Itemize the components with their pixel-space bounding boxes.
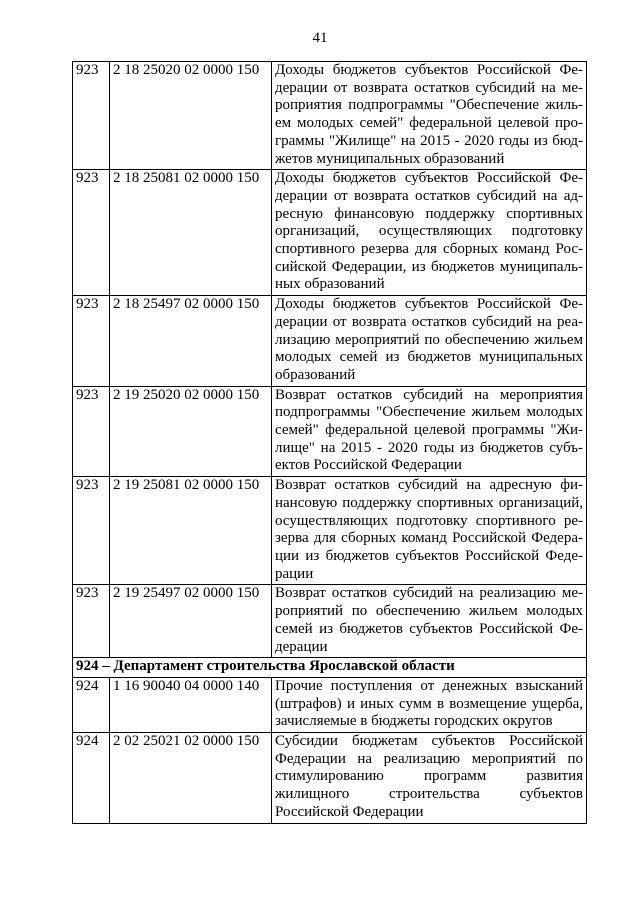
table-row: [73, 677, 587, 732]
admin-code-cell: 923: [73, 62, 110, 170]
table-row: [73, 386, 587, 477]
description-cell: Доходы бюджетов субъектов Российской Федерации от возврата остатков субсидий на адресную финансовую поддержку спортивных организаций, осуществляющих подготовку спортивного резерва для сборных команд Российской Федерации, из бюджетов муниципальных образований: [272, 170, 587, 296]
budget-code-cell: 2 18 25497 02 0000 150: [110, 296, 272, 387]
admin-code-cell: 924: [73, 733, 110, 824]
admin-code-cell: 924: [73, 677, 110, 732]
admin-code-cell: 923: [73, 477, 110, 585]
description-cell: Доходы бюджетов субъектов Российской Федерации от возврата остатков субсидий на мероприятия подпрограммы "Обеспечение жильем молодых семей" федеральной целевой программы "Жилище" на 2015 - 2020 годы из бюджетов муниципальных образований: [272, 62, 587, 170]
budget-code-cell: 2 18 25081 02 0000 150: [110, 170, 272, 296]
budget-code-cell: 2 19 25497 02 0000 150: [110, 585, 272, 658]
table-row: [73, 477, 587, 585]
budget-classification-table: [72, 61, 587, 824]
admin-code-cell: 923: [73, 296, 110, 387]
description-cell: Возврат остатков субсидий на мероприятия подпрограммы "Обеспечение жильем молодых семей" федеральной целевой программы "Жилище" на 2015 - 2020 годы из бюджетов субъектов Российской Федерации: [272, 386, 587, 477]
description-cell: Доходы бюджетов субъектов Российской Федерации от возврата остатков субсидий на реализацию мероприятий по обеспечению жильем молодых семей из бюджетов муниципальных образований: [272, 296, 587, 387]
description-cell: Субсидии бюджетам субъектов Российской Федерации на реализацию мероприятий по стимулированию программ развития жилищного строительства субъектов Российской Федерации: [272, 733, 587, 824]
budget-code-cell: 2 19 25020 02 0000 150: [110, 386, 272, 477]
section-heading: 924 – Департамент строительства Ярославской области: [73, 658, 587, 678]
description-cell: Возврат остатков субсидий на адресную финансовую поддержку спортивных организаций, осуществляющих подготовку спортивного резерва для сборных команд Российской Федерации из бюджетов субъектов Российской Федерации: [272, 477, 587, 585]
table-row: [73, 733, 587, 824]
budget-code-cell: 2 18 25020 02 0000 150: [110, 62, 272, 170]
section-heading-row: [73, 658, 587, 678]
description-cell: Прочие поступления от денежных взысканий (штрафов) и иных сумм в возмещение ущерба, зачисляемые в бюджеты городских округов: [272, 677, 587, 732]
description-cell: Возврат остатков субсидий на реализацию мероприятий по обеспечению жильем молодых семей из бюджетов субъектов Российской Федерации: [272, 585, 587, 658]
admin-code-cell: 923: [73, 386, 110, 477]
budget-code-cell: 1 16 90040 04 0000 140: [110, 677, 272, 732]
budget-code-cell: 2 02 25021 02 0000 150: [110, 733, 272, 824]
table-row: [73, 585, 587, 658]
admin-code-cell: 923: [73, 170, 110, 296]
budget-code-cell: 2 19 25081 02 0000 150: [110, 477, 272, 585]
table-row: [73, 170, 587, 296]
table-row: [73, 62, 587, 170]
admin-code-cell: 923: [73, 585, 110, 658]
table-row: [73, 296, 587, 387]
page-number: 41: [312, 30, 328, 46]
